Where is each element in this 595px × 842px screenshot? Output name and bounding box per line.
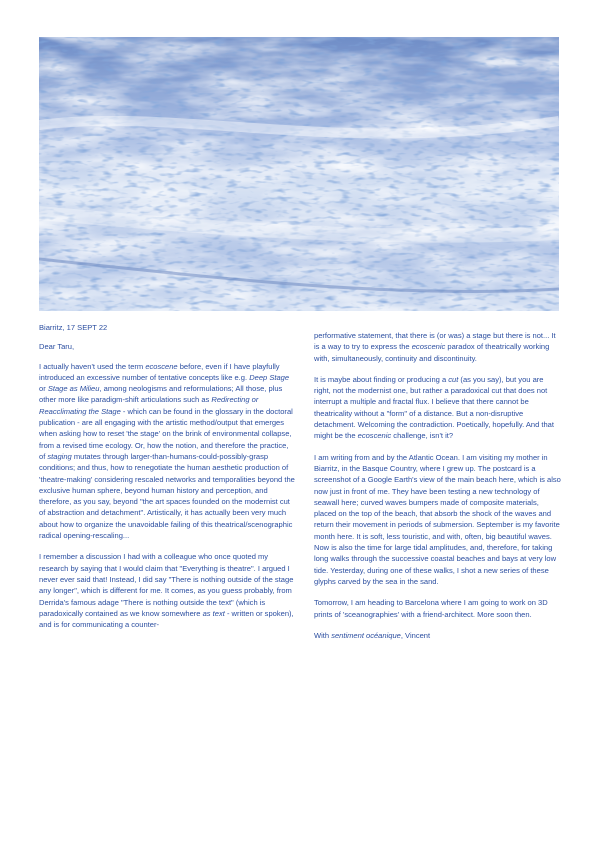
text-run: (as you say), but you are right, not the modernist one, but rather a paradoxical cut that does not interrupt a multiple and fractal flux. I believe that there cannot be theatricality without a "form" of a distance. But a non-disruptive detachment. Welcoming the contradiction. Poetically, hopefully. And that might be the <box>314 374 554 441</box>
letter-paragraph <box>314 330 562 364</box>
italic-run: as text <box>202 608 225 618</box>
sea-foam-photo <box>39 37 559 311</box>
letter-paragraph <box>314 452 562 588</box>
text-run: I am writing from and by the Atlantic Ocean. I am visiting my mother in Biarritz, in the Basque Country, where I grew up. The postcard is a screenshot of a Google Earth's view of the main beach here, which is also now just in front of me. They have been testing a new technology of seawall here; curved waves bumpers made of composite materials, placed on the top of the beach, that absorb the shock of the waves and return their movement in periods of submersion. September is my favorite month here. It is soft, less touristic, and with, often, big beautiful waves. Now is also the time for large tidal amplitudes, and, therefore, for taking long walks through the successive coastal beaches and bays at very low tide. Yesterday, during one of these walks, I shot a new series of these glyphs carved by the sea in the sand. <box>314 452 561 586</box>
letter-paragraph <box>39 551 295 630</box>
letter-paragraph <box>39 361 295 542</box>
text-run: mutates through larger-than-humans-could-possibly-grasp conditions; and thus, how to renegotiate the human aesthetic production of 'theatre-making' considering rescaled networks and temporalities beyond the exclusive human sphere, beyond human history and perception, and therefore, as you say, beyond "the art spaces founded on the modernist cut of abstraction and detachment". Artistically, it has actually been very much about how to organize the unavoidable failing of this theatrical/scenographic radical opening-rescaling... <box>39 451 295 541</box>
letter-paragraph <box>314 374 562 442</box>
text-run: , among neologisms and reformulations; All those, plus other more like paradigm-shift articulations such as <box>39 384 283 405</box>
italic-run: staging <box>47 451 72 461</box>
text-run: - which can be found in the glossary in the doctoral publication - are all engaging with the artistic method/output that emerges when asking how to reset 'the stage' on the brink of environmental collapse, from a revised time ecology. Or, how the notion, and therefore the practice, of <box>39 406 293 461</box>
italic-run: ecoscenic <box>357 431 392 441</box>
letter-right-column <box>314 330 562 651</box>
text-run: performative statement, that there is (or was) a stage but there is not... It is a way to try to express the <box>314 331 556 352</box>
italic-run: Deep Stage <box>249 372 290 382</box>
letter-left-column <box>39 322 295 640</box>
text-run: - written or spoken), and is for communicating a counter- <box>39 608 294 630</box>
text-run: I remember a discussion I had with a colleague who once quoted my research by saying that I would claim that "Everything is theatre". I argued I never ever said that! Instead, I did say "There is nothing outside of the stage any longer", which is different for me. It comes, as you guess probably, from Derrida's famous adage "There is nothing outside the text" (which is paradoxically contained as we know somewhere <box>39 552 294 618</box>
text-run: Tomorrow, I am heading to Barcelona where I am going to work on 3D prints of 'sceanographies' with a friend-architect. More soon then. <box>314 598 548 619</box>
text-run: I actually haven't used the term <box>39 361 146 371</box>
text-run: or <box>39 384 48 394</box>
italic-run: cut <box>448 374 459 384</box>
italic-run: ecoscene <box>145 361 178 371</box>
text-run: before, even if I have playfully introduced an excessive number of tentative concepts like e.g. <box>39 361 280 382</box>
letter-paragraph <box>314 597 562 620</box>
italic-run: sentiment océanique <box>331 630 401 640</box>
italic-run: Redirecting or Reacclimating the Stage <box>39 395 259 416</box>
salutation: Dear Taru, <box>39 342 75 352</box>
italic-run: Stage as Milieu <box>47 384 100 394</box>
italic-run: ecoscenic <box>411 342 446 352</box>
text-run: With <box>314 630 332 640</box>
place-date: Biarritz, 17 SEPT 22 <box>39 323 108 332</box>
letter-closing <box>314 630 562 641</box>
text-run: , Vincent <box>400 630 431 640</box>
postcard-image <box>39 37 559 311</box>
text-run: It is maybe about finding or producing a <box>314 374 449 384</box>
text-run: challenge, isn't it? <box>391 431 454 441</box>
text-run: paradox of theatrically working with, simultaneously, continuity and discontinuity. <box>314 342 550 363</box>
